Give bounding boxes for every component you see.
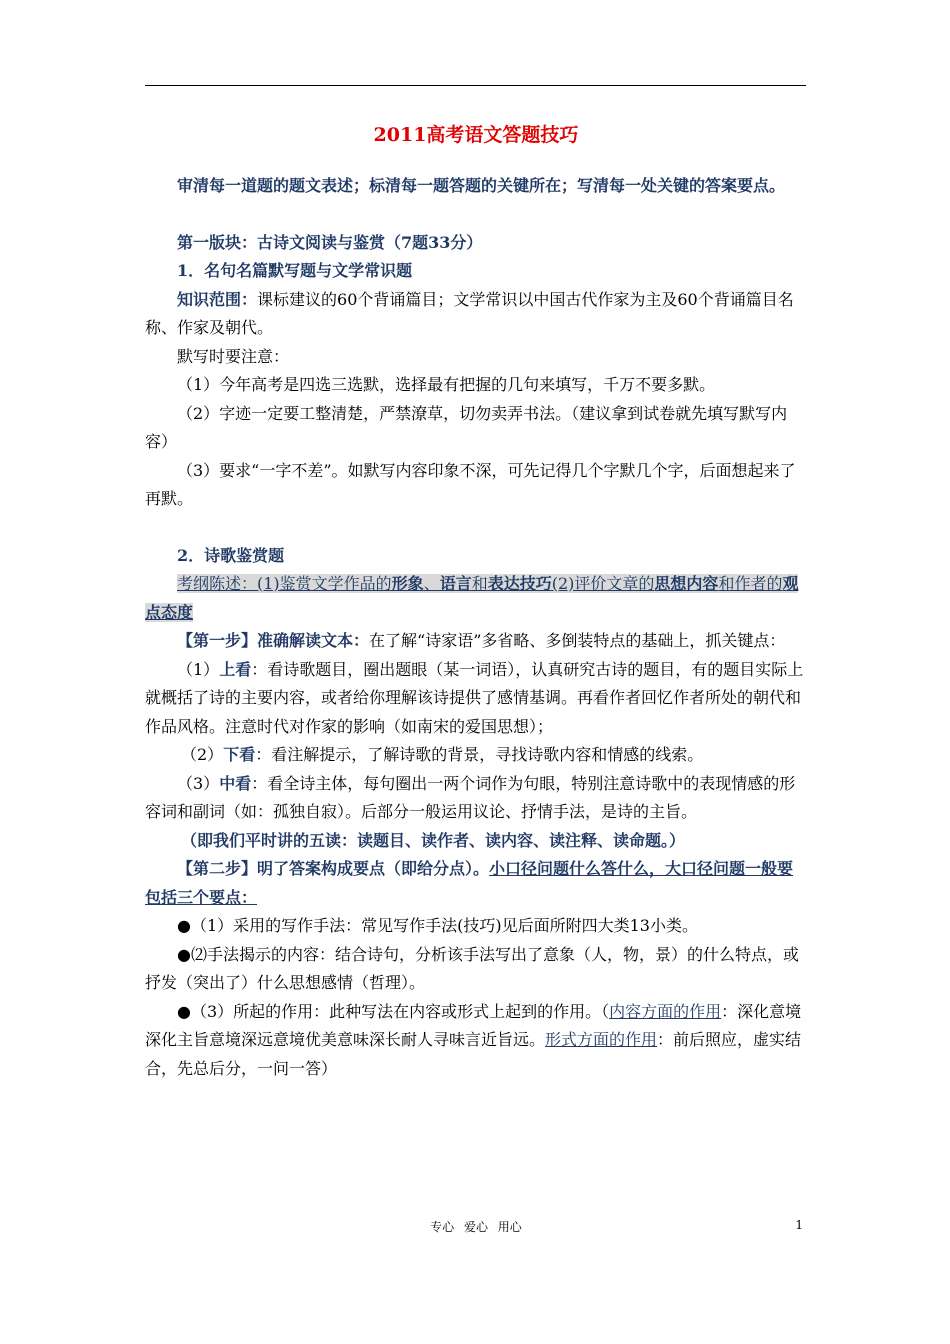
step-one-label: 【第一步】准确解读文本： — [177, 631, 370, 650]
syllabus-statement: 考纲陈述：(1)鉴赏文学作品的形象、语言和表达技巧(2)评价文章的思想内容和作者的观点态度 — [145, 574, 799, 622]
section-heading-1: 第一版块：古诗文阅读与鉴赏（7题33分） — [177, 232, 483, 252]
knowledge-scope-label: 知识范围： — [177, 289, 258, 309]
dictation-note: 默写时要注意： — [177, 346, 290, 366]
step-one-text: 在了解“诗家语”多省略、多倒装特点的基础上，抓关键点： — [369, 631, 786, 650]
header-rule — [145, 85, 806, 86]
look-middle-paragraph: （3）中看：看全诗主体，每句圈出一两个词作为句眼，特别注意诗歌中的表现情感的形容词和副词（如：孤独自寂）。后部分一般运用议论、抒情手法，是诗的主旨。 — [145, 773, 796, 821]
answer-point-3: ●（3）所起的作用：此种写法在内容或形式上起到的作用。（内容方面的作用：深化意境深化主旨意境深远意境优美意味深长耐人寻味言近旨远。形式方面的作用：前后照应，虚实结合，先总后分，一问一答） — [145, 1001, 802, 1078]
dictation-point-3: （3）要求“一字不差”。如默写内容印象不深，可先记得几个字默几个字，后面想起来了再默。 — [145, 460, 796, 508]
answer-point-2: ●⑵手法揭示的内容：结合诗句，分析该手法写出了意象（人，物，景）的什么特点，或抒发（突出了）什么思想感情（哲理）。 — [145, 944, 799, 992]
knowledge-scope-text: 课标建议的60个背诵篇目；文学常识以中国古代作家为主及60个背诵篇目名称、作家及朝代。 — [145, 289, 794, 337]
intro-paragraph: 审清每一道题的题文表述；标清每一题答题的关键所在；写清每一处关键的答案要点。 — [177, 176, 786, 195]
five-readings-note: （即我们平时讲的五读：读题目、读作者、读内容、读注释、读命题。） — [181, 830, 686, 850]
page-number: 1 — [795, 1218, 803, 1232]
subheading-1: 1．名句名篇默写题与文学常识题 — [177, 261, 413, 280]
look-up-paragraph: （1）上看：看诗歌题目，圈出题眼（某一词语），认真研究古诗的题目，有的题目实际上就概括了诗的主要内容，或者给你理解该诗提供了感情基调。再看作者回忆作者所处的朝代和作品风格。注意时代对作家的影响（如南宋的爱国思想）； — [145, 659, 804, 736]
step-one-paragraph — [145, 627, 807, 656]
step-two-paragraph: 【第二步】明了答案构成要点（即给分点）。小口径问题什么答什么，大口径问题一般要包括三个要点： — [145, 859, 794, 907]
answer-point-1: ●（1）采用的写作手法：常见写作手法(技巧)见后面所附四大类13小类。 — [177, 916, 698, 935]
document-title: 2011高考语文答题技巧 — [373, 124, 579, 146]
dictation-point-2: （2）字迹一定要工整清楚，严禁潦草，切勿卖弄书法。（建议拿到试卷就先填写默写内容） — [145, 403, 788, 451]
dictation-point-1: （1）今年高考是四选三选默，选择最有把握的几句来填写，千万不要多默。 — [177, 375, 716, 394]
footer-motto: 专心 爱心 用心 — [430, 1220, 522, 1234]
page-footer — [145, 1218, 807, 1242]
knowledge-scope-paragraph — [145, 286, 807, 343]
subheading-2: 2．诗歌鉴赏题 — [177, 545, 285, 565]
look-down-paragraph: （2）下看：看注解提示，了解诗歌的背景，寻找诗歌内容和情感的线索。 — [181, 745, 704, 764]
document-body — [145, 120, 807, 1083]
